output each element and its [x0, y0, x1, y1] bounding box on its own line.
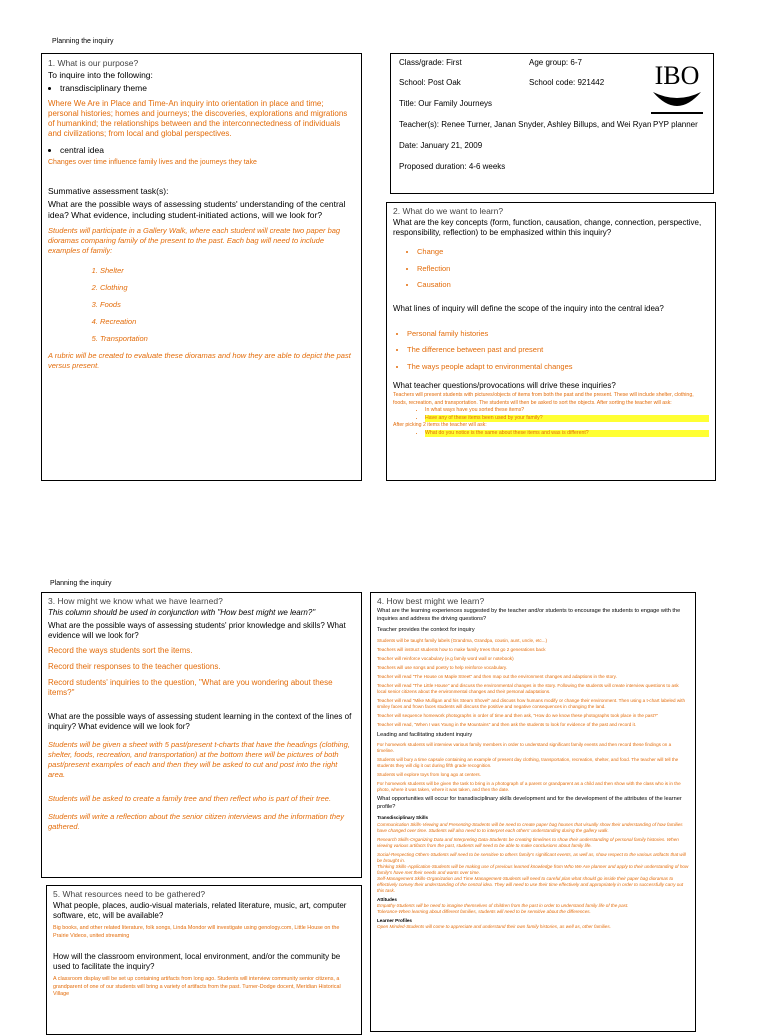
assessment-item: Students will be given a sheet with 5 past/present t-charts that have the headings (clothing, shelter, foods, recreation, and transportation) at the bottom there will be pictures of both past/present examples of each and then they will be asked to cut and post into the right area.	[48, 740, 350, 779]
experience-item: Teacher will reinforce vocabulary (e.g family word wall or notebook)	[377, 656, 514, 661]
assessment-item: Students will write a reflection about the senior citizen interviews and the information they gathered.	[48, 812, 344, 831]
record-item: Record the ways students sort the items.	[48, 646, 193, 655]
class-grade: Class/grade: First	[399, 58, 462, 67]
resources-section	[46, 885, 362, 1035]
experience-item: Teacher will sequence homework photographs in order of time and then ask, "How do we know these photographs took place in the past?"	[377, 713, 659, 718]
skill-item: Communication Skills-Viewing and Presenting-Students will be need to create paper bag houses that visually show their understanding of how families have changed over time. Students will also need to to interpret each others' understanding during the gallery walk.	[377, 822, 683, 833]
attitudes-heading: Attitudes	[377, 897, 397, 902]
experience-item: Teachers will use songs and poetry to help reinforce vocabulary.	[377, 665, 508, 670]
column-note: This column should be used in conjunction with "How best might we learn?"	[48, 608, 316, 617]
skills-heading: Transdisciplinary Skills	[377, 815, 429, 820]
central-label: • central idea	[60, 145, 355, 155]
category-item: 1. Shelter	[100, 262, 355, 279]
concept-item: • Causation	[417, 277, 709, 294]
experience-item: Teacher will read "The House on Maple Street" and then map out the environment changes and adaptions in the story.	[377, 674, 617, 679]
assessment-section	[41, 592, 362, 878]
teachers: Teacher(s): Renee Turner, Janan Snyder, Ashley Billups, and Wei Ryan	[399, 120, 652, 129]
provocations-list	[393, 407, 709, 422]
profile-item: Open Minded-Students will come to appreciate and understand their own family histories, as well as, other families.	[377, 924, 611, 929]
prior-knowledge-question: What are the possible ways of assessing students' prior knowledge and skills? What evidence will we look for?	[48, 621, 346, 640]
category-item: 3. Foods	[100, 296, 355, 313]
date: Date: January 21, 2009	[399, 141, 483, 150]
concepts-question: What are the key concepts (form, function, causation, change, connection, perspective, responsibility, reflection) to be emphasized within this inquiry?	[393, 218, 702, 237]
section-title: 4. How best might we learn?	[377, 596, 485, 606]
line-item: • The ways people adapt to environmental changes	[407, 359, 709, 376]
environment-question: How will the classroom environment, local environment, and/or the community be used to facilitate the inquiry?	[53, 952, 341, 971]
duration: Proposed duration: 4-6 weeks	[399, 162, 506, 171]
theme-text: Where We Are in Place and Time-An inquiry into orientation in place and time; personal histories; homes and journeys; the discoveries, explorations and migrations of humankind; the relationships between and the interconnectedness of individuals and civilizations; from local and global perspectives.	[48, 99, 348, 138]
experience-item: Teachers will instruct students how to make family trees that go 2 generations back	[377, 647, 546, 652]
section-title: 3. How might we know what we have learned?	[48, 596, 223, 606]
intro-text: To inquire into the following:	[48, 70, 153, 80]
section-title: 2. What do we want to learn?	[393, 206, 504, 216]
skill-item: Research Skills-Organizing Data and Interpreting Data-Students be creating timelines to show their understanding of personal family histories. When viewing various artifacts from the past, students will need to be able to make conclusions about family life.	[377, 837, 679, 848]
category-list	[48, 262, 355, 347]
skill-item: Social-Respecting Others-Students will need to be sensitive to others family's significant events, as well as, show respect to the various artifacts that will be brought in.	[377, 852, 686, 863]
pyp-planner-label: PYP planner	[653, 120, 698, 129]
concept-item: • Change	[417, 244, 709, 261]
experience-item: Teacher will read, "When I was Young in the Mountains" and then ask the students to look for evidence of the past and record it.	[377, 722, 637, 727]
logo-arc-icon	[647, 90, 707, 116]
opportunities-question: What opportunities will occur for transdisciplinary skills development and for the development of the attributes of the learner profile?	[377, 796, 682, 810]
profile-heading: Learner Profiles	[377, 918, 412, 923]
context-heading: Teacher provides the context for inquiry	[377, 627, 475, 633]
info-box	[390, 53, 714, 194]
concepts-list	[393, 244, 709, 294]
central-list	[48, 145, 355, 155]
summative-text: Students will participate in a Gallery Walk, where each student will create two paper bag dioramas comparing family of the present to the past. Each bag will need to include examples of family:	[48, 226, 341, 255]
theme-label: • transdisciplinary theme	[60, 83, 355, 93]
attitude-item: Tolerance-When learning about different families, students will need to be sensitive about the differences.	[377, 909, 591, 914]
ibo-logo	[647, 62, 707, 116]
environment-answer: A classroom display will be set up containing artifacts from long ago. Students will interview community senior citizens, a grandparent of one of our students will bring a variety of artifacts from the past. Turner-Dodge docent, Meridian Historical Village	[53, 976, 341, 997]
rubric-text: A rubric will be created to evaluate these dioramas and how they are able to depict the past versus present.	[48, 351, 351, 370]
record-item: Record their responses to the teacher questions.	[48, 662, 221, 671]
resources-question: What people, places, audio-visual materials, related literature, music, art, computer software, etc, will be available?	[53, 901, 347, 920]
provocations-after: After picking 2 items the teacher will ask:	[393, 422, 487, 428]
section-title: 5. What resources need to be gathered?	[53, 889, 206, 899]
unit-title: Title: Our Family Journeys	[399, 99, 493, 108]
skill-item: Self-Management Skills-Organization and Time Management-Students will need to careful plan what should go inside their paper bag dioramas to effectively convey their understanding of the central idea. They will need to use their time effectively and appropriately in order to successfully carry out this task.	[377, 876, 684, 893]
record-item: Record students' inquiries to the question, "What are you wondering about these items?"	[48, 678, 333, 697]
line-item: • Personal family histories	[407, 326, 709, 343]
inquiry-item: Students will explore toys from long ago at centers.	[377, 772, 481, 777]
line-item: • The difference between past and present	[407, 342, 709, 359]
summative-title: Summative assessment task(s):	[48, 186, 169, 196]
experience-item: Teacher will read "The Little House" and discuss the environmental changes in the story. Following the students will create interview questions to ask local senior citizens about the environmental changes and their personal adaptations.	[377, 683, 679, 694]
category-item: 2. Clothing	[100, 279, 355, 296]
inquiry-item: For homework students will be given the task to bring in a photograph of a parent or grandparent as a child and then show with the class who is in the photo, where it was taken, where it was taken, and then the date.	[377, 781, 681, 792]
inquiry-item: Students will bury a time capsule containing an example of present day clothing, transportation, recreation, shelter, and food. The teacher will tell the students they will dig it out during fifth grade recognition.	[377, 757, 679, 768]
age-group: Age group: 6-7	[529, 58, 582, 67]
section-title: 1. What is our purpose?	[48, 58, 139, 68]
attitude-item: Empathy-Students will be need to imagine themselves of children from the past in order to understand family life of the past.	[377, 903, 629, 908]
page-header: Planning the inquiry	[52, 38, 114, 45]
logo-text: IBO	[654, 61, 700, 90]
learning-experiences-question: What are the learning experiences suggested by the teacher and/or students to encourage the students to engage with the inquiries and address the driving questions?	[377, 608, 681, 622]
experience-item: Students will be taught family labels (Grandma, Grandpa, cousin, aunt, uncle, etc...)	[377, 638, 548, 643]
provocation-item: • In what ways have you sorted these items?	[425, 407, 709, 415]
provocations-list-2	[393, 430, 709, 438]
resources-answer: Big books, and other related literature, folk songs, Linda Mondor will investigate using genology.com, Little House on the Prairie Videos, united streaming	[53, 925, 340, 939]
theme-list	[48, 83, 355, 93]
how-we-learn-section	[370, 592, 696, 1032]
experience-item: Teacher will read "Mike Mulligan and his Steam Shovel" and discuss how humans modify or change their environment. Then using a t-chart labeled with smiley faces and frown faces students will discuss the positive and negative consequences in changing the land.	[377, 698, 686, 709]
central-idea-text: Changes over time influence family lives and the journeys they take	[48, 159, 257, 166]
concept-item: • Reflection	[417, 261, 709, 278]
provocation-item: • Have any of these items been used by your family?	[425, 415, 709, 423]
school-code: School code: 921442	[529, 78, 605, 87]
skill-item: Thinking Skills-Application-Students will be making use of previous learned knowledge from Who We Are planner and apply to their understanding of how family's have met their needs and wants over time.	[377, 864, 689, 875]
page-header: Planning the inquiry	[50, 580, 112, 587]
school: School: Post Oak	[399, 78, 461, 87]
leading-heading: Leading and facilitating student inquiry	[377, 732, 473, 738]
purpose-section	[41, 53, 362, 481]
assessment-item: Students will be asked to create a family tree and then reflect who is part of their tree.	[48, 794, 332, 803]
provocations-question: What teacher questions/provocations will drive these inquiries?	[393, 381, 616, 390]
category-item: 4. Recreation	[100, 313, 355, 330]
lines-list	[393, 326, 709, 376]
inquiry-item: For homework students will interview various family members in order to understand significant family events and then record these findings on a timeline.	[377, 742, 672, 753]
provocation-item: • What do you notice is the same about these items and was is different?	[425, 430, 709, 438]
learn-section	[386, 202, 716, 481]
learning-question: What are the possible ways of assessing student learning in the context of the lines of inquiry? What evidence will we look for?	[48, 712, 352, 731]
lines-question: What lines of inquiry will define the scope of the inquiry into the central idea?	[393, 303, 664, 313]
summative-question: What are the possible ways of assessing students' understanding of the central idea? What evidence, including student-initiated actions, will we look for?	[48, 199, 346, 220]
provocations-text: Teachers will present students with pictures/objects of items from both the past and the present. These will include shelter, clothing, foods, recreation, and transportation. The students will then be asked to sort the objects. After sorting the teacher will ask:	[393, 392, 694, 406]
category-item: 5. Transportation	[100, 330, 355, 347]
